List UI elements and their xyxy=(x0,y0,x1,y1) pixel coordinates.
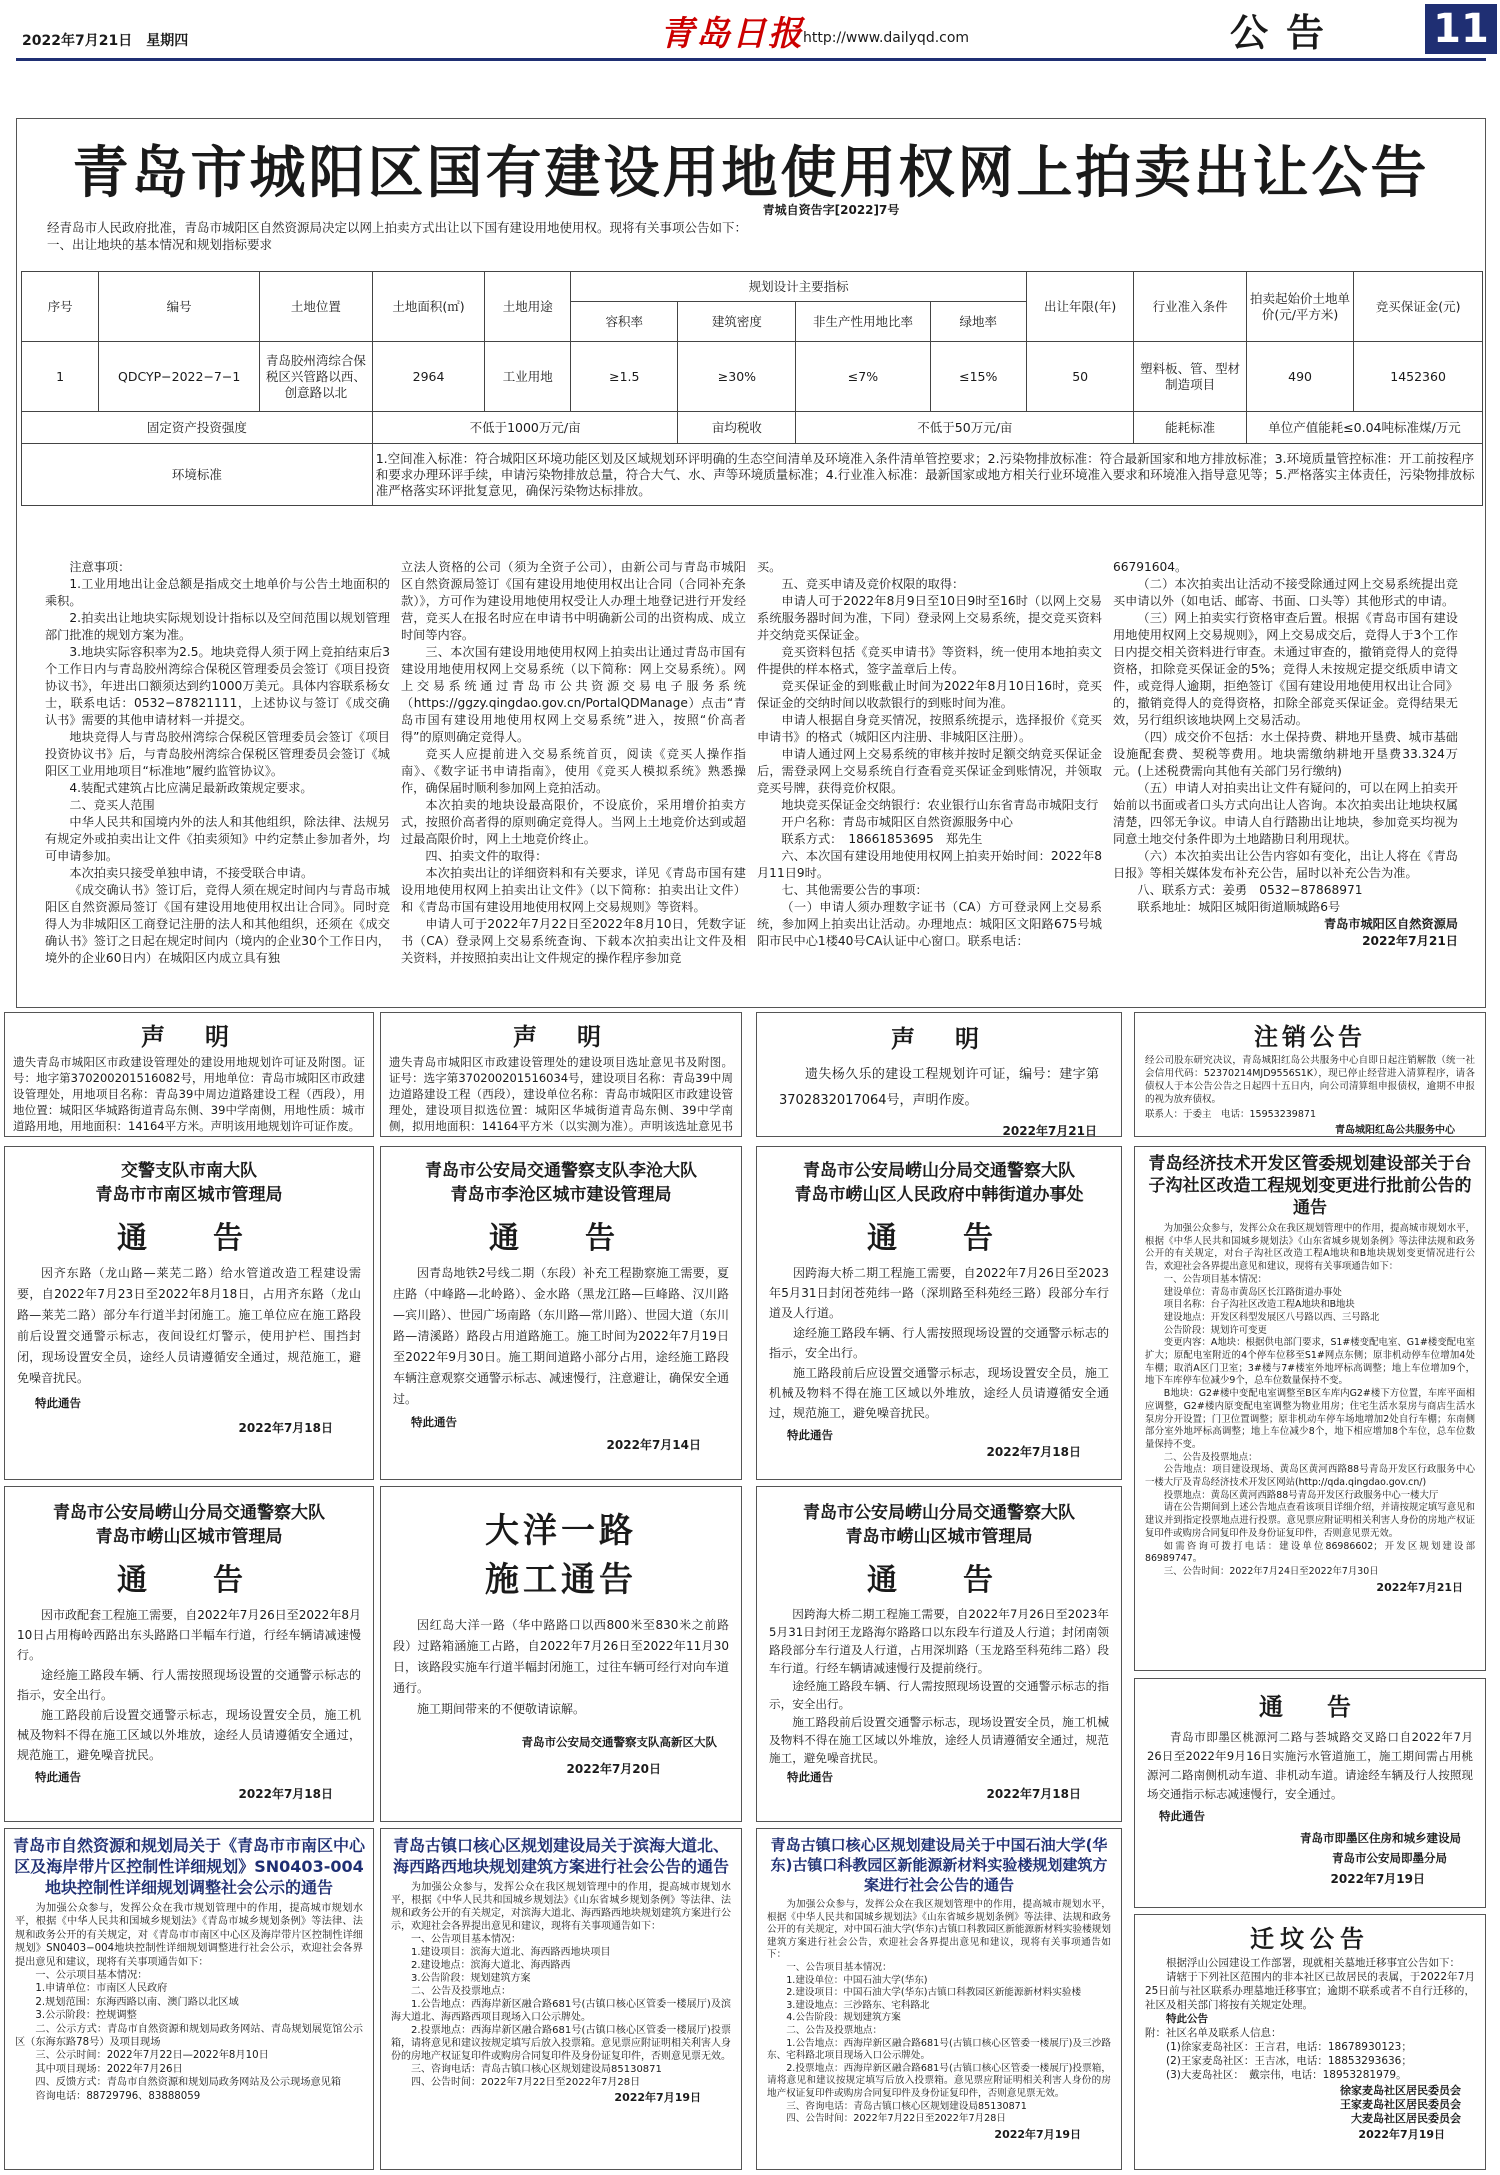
paragraph: 3.地块实际容积率为2.5。地块竞得人须于网上竞拍结束后3个工作日内与青岛胶州湾综合保税区管理委员会签订《项目投资协议书》，年进出口额须达到约1000万美元。具体内容联系杨女士，联系电话：0532−87821111，上述协议与签订《成交确认书》需要的其他申请材料一并提交。 xyxy=(45,645,390,727)
notice-title-line-1: 大洋一路 xyxy=(485,1511,637,1551)
paragraph: 本次拍卖出让的详细资料和有关要求，详见《青岛市国有建设用地使用权网上拍卖出让文件》（以下简称：拍卖出让文件）和《青岛市国有建设用地使用权网上交易规则》等资料。 xyxy=(401,866,746,914)
notice-body: 公告地点：项目建设现场、黄岛区黄河西路88号青岛开发区行政服务中心一楼大厅及青岛经济技术开发区网站(http://qda.qingdao.gov.cn/) xyxy=(1145,1464,1475,1489)
notice-body: 2.投票地点：西海岸新区融合路681号(古镇口核心区管委一楼展厅)投票箱，请将意见和建议按规定填写后放入投票箱。意见票应附证明相关利害人身份的房地产权证复印件或购房合同复印件及身份证复印件，否则意见票无效。 xyxy=(767,2062,1111,2099)
notice-body: 建设地点：开发区科型发展区八号路以西、三号路北 xyxy=(1163,1311,1380,1323)
paragraph: 1.工业用地出让金总额是指成交土地单价与公告土地面积的乘积。 xyxy=(45,577,390,608)
cell-energy-value: 单位产值能耗≤0.04吨标准煤/万元 xyxy=(1246,412,1482,444)
notice-body: 请辖于下列社区范围内的非本社区已故居民的表属，于2022年7月25日前与社区联系办理墓地迁移事宜；逾期不联系或者不自行迁移的，社区及相关部门将按有关规定处理。 xyxy=(1145,1971,1475,2011)
notice-body: 四、公告时间：2022年7月22日至2022年7月28日 xyxy=(786,2113,1006,2125)
notice-body: 途经施工路段车辆、行人需按照现场设置的交通警示标志的指示，安全出行。 xyxy=(769,1326,1109,1360)
notice-date: 2022年7月19日 xyxy=(1358,2128,1445,2141)
notice-title: 青岛古镇口核心区规划建设局关于滨海大道北、海西路西地块规划建筑方案进行社会公告的通告 xyxy=(392,1836,729,1876)
paragraph: （五）申请人对拍卖出让文件有疑问的，可以在网上拍卖开始前以书面或者口头方式向出让人咨询。本次拍卖出让地块权属清楚，四邻无争议。申请人自行踏勘出让地块，参加竞买均视为同意土地交付条件即为土地踏勘日利用现状。 xyxy=(1113,781,1458,846)
notice-signer-2: 王家麦岛社区居民委员会 xyxy=(1340,2098,1461,2111)
notice-declaration-2 xyxy=(380,1012,742,1137)
notice-body: 3.公告阶段：规划建筑方案 xyxy=(411,1973,531,1984)
header-area: 土地面积(㎡) xyxy=(372,272,485,342)
table-row xyxy=(22,342,1483,412)
notice-date: 2022年7月18日 xyxy=(986,1787,1081,1801)
notice-title: 迁坟公告 xyxy=(1250,1925,1370,1953)
cell-use: 工业用地 xyxy=(485,342,571,412)
notice-date: 2022年7月19日 xyxy=(614,2091,701,2104)
cell-seq: 1 xyxy=(22,342,99,412)
notice-body: 1.建设项目：滨海大道北、海西路西地块项目 xyxy=(411,1947,611,1958)
notice-body: 3.公示阶段：控规调整 xyxy=(35,2010,137,2022)
paragraph: 五、竞买申请及竞价权限的取得： xyxy=(781,577,965,591)
notice-body: 二、公告及投票地点： xyxy=(786,2024,883,2036)
paragraph: （四）成交价不包括：水土保持费、耕地开垦费、城市基础设施配套费、契税等费用。地块需缴纳耕地开垦费33.324万元。(上述税费需向其他有关部门另行缴纳) xyxy=(1113,730,1458,778)
notice-date: 2022年7月18日 xyxy=(238,1421,333,1435)
notice-date: 2022年7月19日 xyxy=(1330,1872,1425,1886)
notice-body: 1.公告地点：西海岸新区融合路681号(古镇口核心区管委一楼展厅)及三沙路东、宅科路北项目现场入口公示牌处。 xyxy=(767,2037,1111,2062)
notice-title: 青岛市城阳区国有建设用地使用权网上拍卖出让公告 xyxy=(72,141,1430,206)
paragraph: 三、本次国有建设用地使用权网上拍卖出让通过青岛市国有建设用地使用权网上交易系统（以下简称：网上交易系统）。网上交易系统通过青岛市公共资源交易电子服务系统（https://ggzy.qingdao.gov.cn/PortalQDManage）点击“青岛市国有建设用地使用权网上交易系统”进入，按照“价高者得”的原则确定竞得人。 xyxy=(401,645,746,744)
notice-signer-1: 青岛市即墨区住房和城乡建设局 xyxy=(1300,1831,1461,1845)
paragraph: 《成交确认书》签订后，竞得人须在规定时间内与青岛市城阳区自然资源局签订《国有建设用地使用权出让合同》。同时竞得人为非城阳区工商登记注册的法人和其他组织，还须在《成交确认书》签订之日起在规定时间内（境内的企业30个工作日内，境外的企业60日内）在城阳区内成立具有独 xyxy=(45,883,390,965)
notice-date: 2022年7月19日 xyxy=(994,2127,1081,2141)
notice-body: 一、公示项目基本情况： xyxy=(35,1970,148,1982)
paragraph: 四、拍卖文件的取得： xyxy=(425,849,548,863)
notice-body: 请在公告期间到上述公告地点查看该项目详细介绍，并请按规定填写意见和建议并到指定投票地点进行投票。意见票应附证明相关利害人身份的房地产权证复印件或购房合同复印件及身份证复印件，否则意见票无效。 xyxy=(1145,1502,1475,1539)
header-nonprod: 非生产性用地比率 xyxy=(796,302,930,342)
issue-date: 2022年7月21日 星期四 xyxy=(22,33,189,49)
notice-body: 三、咨询电话：青岛古镇口核心区规划建设局85130871 xyxy=(786,2100,1027,2112)
land-auction-notice xyxy=(16,118,1486,1008)
notice-traffic-laoshan-1 xyxy=(756,1146,1122,1480)
cell-location: 青岛胶州湾综合保税区兴管路以西、创意路以北 xyxy=(260,342,373,412)
notice-body: 三、咨询电话：青岛古镇口核心区规划建设局85130871 xyxy=(411,2064,662,2075)
notice-sign-off: 特此通告 xyxy=(35,1770,81,1784)
notice-body: 四、公告时间：2022年7月22日至2022年7月28日 xyxy=(411,2077,641,2088)
header-location: 土地位置 xyxy=(260,272,373,342)
cell-tax-value: 不低于50万元/亩 xyxy=(796,412,1134,444)
notice-body: 因跨海大桥二期工程施工需要，自2022年7月26日至2023年5月31日封闭苍苑纬一路（深圳路至科苑经三路）段部分车行道及人行道。 xyxy=(769,1266,1109,1320)
notice-grave-relocation xyxy=(1134,1914,1486,2170)
issuer-2: 青岛市李沧区城市建设管理局 xyxy=(450,1185,672,1205)
notice-body: 1.申请单位：市南区人民政府 xyxy=(35,1983,168,1995)
notice-date: 2022年7月14日 xyxy=(606,1438,701,1452)
paragraph: 八、联系方式：姜勇 0532−87868971 xyxy=(1137,883,1363,897)
notice-planning-shinan xyxy=(4,1828,374,2170)
notice-body: 施工期间带来的不便敬请谅解。 xyxy=(417,1702,586,1716)
issuer-1: 青岛市公安局崂山分局交通警察大队 xyxy=(53,1503,325,1523)
section-heading: 一、出让地块的基本情况和规划指标要求 xyxy=(47,237,273,252)
paragraph: 申请人通过网上交易系统的审核并按时足额交纳竞买保证金后，需登录网上交易系统自行查看竞买保证金到账情况，并领取竞买号牌，获得竞价权限。 xyxy=(757,747,1102,795)
notice-body: 施工路段前后设置交通警示标志，现场设置安全员，施工机械及物料不得在施工区域以外堆放，途经人员请遵循安全通过，规范施工，避免噪音扰民。 xyxy=(17,1708,361,1762)
notice-signer xyxy=(5,1136,373,1137)
notice-contact: 联系人：于委主 电话：15953239871 xyxy=(1145,1109,1316,1120)
paragraph: 本次拍卖的地块设最高限价，不设底价，采用增价拍卖方式，按照价高者得的原则确定竞得人。当网上土地竞价达到或超过最高限价时，网上土地竞价终止。 xyxy=(401,798,746,846)
header-planning: 规划设计主要指标 xyxy=(571,272,1027,302)
paragraph: 开户名称：青岛市城阳区自然资源服务中心 xyxy=(781,815,1013,829)
paragraph: 申请人根据自身竞买情况，按照系统提示，选择报价《竞买申请书》的格式（城阳区内注册、非城阳区注册）。 xyxy=(757,713,1102,744)
notice-title: 通 告 xyxy=(489,1221,633,1256)
cell-code: QDCYP−2022−7−1 xyxy=(99,342,260,412)
notice-body: 投票地点：黄岛区黄河西路88号青岛开发区行政服务中心一楼大厅 xyxy=(1163,1489,1439,1501)
notice-signer-3: 大麦岛社区居民委员会 xyxy=(1351,2112,1461,2125)
paragraph: 66791604。 xyxy=(1113,560,1188,574)
notice-title: 青岛市自然资源和规划局关于《青岛市市南区中心区及海岸带片区控制性详细规划》SN0403-004地块控制性详细规划调整社会公示的通告 xyxy=(13,1836,366,1897)
notice-date: 2022年7月21日 xyxy=(1002,1124,1097,1137)
header-seq: 序号 xyxy=(22,272,99,342)
notice-sign-off: 特此通告 xyxy=(1159,1809,1205,1823)
paragraph: 地块竞得人与青岛胶州湾综合保税区管理委员会签订《项目投资协议书》后，与青岛胶州湾综合保税区管理委员会签订《城阳区工业用地项目“标准地”履约监管协议》。 xyxy=(45,730,390,778)
cell-price: 490 xyxy=(1246,342,1353,412)
signer: 青岛市城阳区自然资源局 xyxy=(1323,917,1458,931)
notice-jimo-sewer xyxy=(1134,1678,1486,1908)
notice-body: 青岛市即墨区桃源河二路与荟城路交叉路口自2022年7月26日至2022年9月16日实施污水管道施工，施工期间需占用桃源河二路南侧机动车道、非机动车道。请途经车辆及行人按照现场交通指示标志减速慢行，安全通过。 xyxy=(1147,1730,1473,1801)
notice-dayang-road xyxy=(380,1486,742,1822)
paragraph: 二、竞买人范围 xyxy=(69,798,155,812)
paragraph: （一）申请人须办理数字证书（CA）方可登录网上交易系统，参加网上拍卖出让活动。办理地点：城阳区文阳路675号城阳市民中心1楼40号CA认证中心窗口。联系电话： xyxy=(757,900,1102,948)
paragraph: 联系方式： 18661853695 郑先生 xyxy=(781,832,983,846)
notice-body: 因红岛大洋一路（华中路路口以西800米至830米之前路段）过路箱涵施工占路，自2022年7月26日至2022年11月30日，该路段实施车行道半幅封闭施工，过往车辆可经行对向车道通行。 xyxy=(393,1618,730,1695)
notice-title: 通 告 xyxy=(117,1221,261,1256)
cell-density: ≥30% xyxy=(678,342,796,412)
notice-body: 4.公告阶段：规划建筑方案 xyxy=(786,2012,901,2024)
notice-traffic-laoshan-3 xyxy=(756,1486,1122,1822)
notice-title: 通 告 xyxy=(117,1563,261,1598)
notice-body: 因齐东路（龙山路—莱芜二路）给水管道改造工程建设需要，自2022年7月23日至2022年8月18日，占用齐东路（龙山路—莱芜二路）部分车行道半封闭施工。施工单位应在施工路段前后设置交通警示标志，夜间设红灯警示，使用护栏、围挡封闭，现场设置安全员，途经人员请遵循安全通过，规范施工，避免噪音扰民。 xyxy=(17,1266,361,1385)
text-column-3 xyxy=(757,559,1102,950)
newspaper-logo: 青岛日报 xyxy=(660,14,804,54)
contact-item: (3)大麦岛社区： 戴宗伟，电话：18953281979。 xyxy=(1166,2069,1407,2081)
paragraph: 申请人可于2022年8月9日至10日9时至16时（以网上交易系统服务器时间为准，下同）登录网上交易系统，提交竞买资料并交纳竞买保证金。 xyxy=(757,594,1102,642)
paragraph: 地块竞买保证金交纳银行：农业银行山东省青岛市城阳支行 xyxy=(781,798,1099,812)
header-far: 容积率 xyxy=(571,302,678,342)
text-column-4 xyxy=(1113,559,1458,950)
paragraph: 立法人资格的公司（须为全资子公司），由新公司与青岛市城阳区自然资源局签订《国有建设用地使用权出让合同（合同补充条款）》，方可作为建设用地使用权受让人办理土地登记进行开发经营，竞买人在报名时应在申请书中明确新公司的出资构成、成立时间等内容。 xyxy=(401,560,746,642)
contact-item: (2)王家麦岛社区：王吉冰，电话：18853293636； xyxy=(1166,2055,1412,2067)
notice-body: 为加强公众参与，发挥公众在我区规划管理中的作用，提高城市规划水平，根据《中华人民共和国城乡规划法》《山东省城乡规划条例》等法律、法规和政务公开的有关规定，对中国石油大学(华东)古镇口科教园区新能源新材料实验楼规划建筑方案进行社会公告，欢迎社会各界提出意见和建议，现将有关事项通告如下： xyxy=(767,1899,1111,1961)
website-url[interactable]: http://www.dailyqd.com xyxy=(803,30,970,46)
paragraph: （六）本次拍卖出让公告内容如有变化，出让人将在《青岛日报》等相关媒体发布补充公告，届时以补充公告为准。 xyxy=(1113,849,1458,880)
notice-signer: 青岛市公安局交通警察支队高新区大队 xyxy=(521,1735,717,1749)
notice-body: 二、公告及投票地点： xyxy=(411,1986,511,1997)
header-use: 土地用途 xyxy=(485,272,571,342)
notice-date: 2022年7月20日 xyxy=(566,1762,661,1776)
document-number: 青城自资告字[2022]7号 xyxy=(762,203,900,217)
notice-body: 为加强公众参与，发挥公众在我区规划管理中的作用，提高城市规划水平，根据《中华人民共和国城乡规划法》《山东省城乡规划条例》等法律法规和政务公开的有关规定，对台子沟社区改造工程A地块和B地块规划变更情况进行公告，欢迎社会各界提出意见和建议，现将有关事项通告如下： xyxy=(1145,1223,1475,1273)
notice-body: 其中项目现场：2022年7月26日 xyxy=(35,2063,183,2075)
notice-title: 声 明 xyxy=(891,1025,987,1053)
paragraph: 4.装配式建筑占比应满足最新政策规定要求。 xyxy=(69,781,313,795)
notice-sign-off: 特此通告 xyxy=(35,1396,81,1410)
issuer-2: 青岛市市南区城市管理局 xyxy=(95,1185,283,1205)
paragraph: 申请人可于2022年7月22日至2022年8月10日，凭数字证书（CA）登录网上交易系统查询、下载本次拍卖出让文件及相关资料，并按照拍卖出让文件规定的操作程序参加竞 xyxy=(401,917,746,965)
notice-body: 途经施工路段车辆、行人需按照现场设置的交通警示标志的指示，安全出行。 xyxy=(769,1679,1109,1711)
text-column-1 xyxy=(45,559,390,967)
notice-body: 一、公告项目基本情况： xyxy=(411,1934,521,1945)
notice-body: 根据浮山公园建设工作部署，现就相关墓地迁移事宜公告如下： xyxy=(1166,1957,1460,1969)
cell-tax-label: 亩均税收 xyxy=(678,412,796,444)
notice-title-line-2: 施工通告 xyxy=(485,1560,637,1600)
notice-body: 1.建设单位：中国石油大学(华东) xyxy=(786,1974,928,1986)
header-price: 拍卖起始价土地单价(元/平方米) xyxy=(1246,272,1353,342)
notice-intro: 经青岛市人民政府批准，青岛市城阳区自然资源局决定以网上拍卖方式出让以下国有建设用地使用权。现将有关事项公告如下： xyxy=(47,220,748,235)
notice-body: 遗失杨久乐的建设工程规划许可证，编号：建字第3702832017064号，声明作废。 xyxy=(779,1067,1099,1108)
notice-body: 一、公告项目基本情况： xyxy=(1163,1273,1267,1285)
cell-invest-label: 固定资产投资强度 xyxy=(22,412,373,444)
notice-title: 青岛古镇口核心区规划建设局关于中国石油大学(华东)古镇口科教园区新能源新材料实验楼规划建筑方案进行社会公告的通告 xyxy=(770,1836,1108,1894)
notice-planning-taizigou xyxy=(1134,1146,1486,1671)
header-industry: 行业准入条件 xyxy=(1134,272,1247,342)
notice-body: 2.建设项目：中国石油大学(华东)古镇口科教园区新能源新材料实验楼 xyxy=(786,1987,1082,1999)
notice-body: 变更内容：A地块：根据供电部门要求，S1#楼变配电室、G1#楼变配电室扩大；原配电室附近的4个停车位移至S1#网点东侧；原非机动停车位增加4处车棚；取消A区门卫室；3#楼与7#楼室外地坪标高调整；地上车位增加9个，地下车库停车位减少9个，总车位数量保持不变。 xyxy=(1145,1337,1475,1387)
notice-body: 三、公示时间：2022年7月22日—2022年8月10日 xyxy=(35,2050,269,2062)
paragraph: 买。 xyxy=(757,560,782,574)
notice-title: 注销公告 xyxy=(1254,1023,1366,1051)
notice-sign-off: 特此通告 xyxy=(787,1428,833,1442)
notice-declaration-3 xyxy=(756,1012,1122,1137)
issuer-1: 青岛市公安局崂山分局交通警察大队 xyxy=(803,1503,1075,1523)
notice-body: 2.规划范围：东海西路以南、澳门路以北区域 xyxy=(35,1996,239,2008)
paragraph: （三）网上拍卖实行资格审查后置。根据《青岛市国有建设用地使用权网上交易规则》，网上交易成交后，竞得人于3个工作日内提交相关资料进行审查。未通过审查的，撤销竞得人的竞得资格，扣除竞买保证金的5%；竞得人未按规定提交纸质申请文件，或竞得人逾期，拒绝签订《国有建设用地使用权出让合同》的，撤销竞得人的竞得资格，扣除全部竞买保证金。竞得结果无效，另行组织该地块网上交易活动。 xyxy=(1113,611,1458,727)
notice-title: 声 明 xyxy=(141,1023,237,1051)
paragraph: 2.拍卖出让地块实际规划设计指标以及空间范围以规划管理部门批准的规划方案为准。 xyxy=(45,611,390,642)
notice-body: 附：社区名单及联系人信息： xyxy=(1145,2027,1282,2039)
cell-nonprod: ≤7% xyxy=(796,342,930,412)
notice-traffic-licang xyxy=(380,1146,742,1480)
masthead-rule xyxy=(16,58,1486,61)
notice-sign-off: 特此公告 xyxy=(1166,2013,1208,2025)
notice-body: 建设单位：青岛市黄岛区长江路街道办事处 xyxy=(1163,1286,1342,1298)
notice-body: 遗失青岛市城阳区市政建设管理处的建设项目选址意见书及附图。证号：选字第370200201516034号，建设项目名称：青岛39中周边道路建设工程（西段），建设单位名称：青岛市城阳区市政建设管理处，建设项目拟选位置：城阳区华城街道青岛东侧、39中学南侧，拟用地面积：14164平方米（以实测为准）。声明该选址意见书 xyxy=(389,1055,733,1133)
notice-sign-off: 特此通告 xyxy=(787,1770,833,1784)
header-years: 出让年限(年) xyxy=(1027,272,1134,342)
paragraph: 本次拍卖只接受单独申请，不接受联合申请。 xyxy=(69,866,314,880)
issuer-1: 青岛市公安局崂山分局交通警察大队 xyxy=(803,1161,1075,1181)
section-name: 公告 xyxy=(1230,10,1343,55)
paragraph: 竞买人应提前进入交易系统首页，阅读《竞买人操作指南》、《数字证书申请指南》，使用《竞买人模拟系统》熟悉操作，确保届时顺利参加网上竞拍活动。 xyxy=(401,747,746,795)
cell-env-label: 环境标准 xyxy=(22,444,373,506)
issuer-1: 青岛市公安局交通警察支队李沧大队 xyxy=(425,1161,697,1181)
notice-declaration-1 xyxy=(4,1012,374,1137)
header-green: 绿地率 xyxy=(930,302,1027,342)
notice-body: B地块：G2#楼中变配电室调整至B区车库内G2#楼下方位置，车库平面相应调整，G2#楼内原变配电室调整为物业用房；住宅生活水泵房与商店生活水泵房分开设置；门卫位置调整；原非机动车停车场地增加2处自行车棚；东南侧部分室外地坪标高调整；地上车位减少8个，地下相应增加8个车位，总车位数量保持不变。 xyxy=(1145,1388,1475,1450)
page-number: 11 xyxy=(1425,4,1497,54)
notice-sign-off: 特此通告 xyxy=(411,1415,457,1429)
notice-body: 二、公示方式：青岛市自然资源和规划局政务网站、青岛规划展览馆公示区（东海东路78号）及项目现场 xyxy=(15,2023,363,2049)
issuer-2: 青岛市崂山区城市管理局 xyxy=(845,1527,1033,1547)
paragraph: 竞买资料包括《竞买申请书》等资料，统一使用本地拍卖文件提供的样本格式，签字盖章后上传。 xyxy=(757,645,1102,676)
notice-body: 一、公告项目基本情况： xyxy=(786,1961,892,1973)
notice-title: 通 告 xyxy=(867,1221,1011,1256)
cell-far: ≥1.5 xyxy=(571,342,678,412)
notice-date: 2022年7月21日 xyxy=(1376,1580,1463,1594)
notice-body: 经公司股东研究决议，青岛城阳红岛公共服务中心自即日起注销解散（统一社会信用代码：52370214MJD9556S1K），现已停止经营进入清算程序，请各债权人于本公告公告之日起四十五日内，向公司清算组申报债权，逾期不申报的视为放弃债权。 xyxy=(1145,1055,1475,1105)
text-column-2 xyxy=(401,559,746,967)
masthead xyxy=(0,0,1500,70)
notice-body: 施工路段前后设置交通警示标志，现场设置安全员，施工机械及物料不得在施工区域以外堆放，途经人员请遵循安全通过，规范施工，避免噪音扰民。 xyxy=(769,1715,1109,1765)
notice-body: 二、公告及投票地点： xyxy=(1163,1451,1258,1463)
notice-body: 途经施工路段车辆、行人需按照现场设置的交通警示标志的指示，安全出行。 xyxy=(17,1668,361,1702)
notice-title: 青岛经济技术开发区管委规划建设部关于台子沟社区改造工程规划变更进行批前公告的通告 xyxy=(1148,1154,1472,1218)
paragraph: 联系地址：城阳区城阳街道顺城路6号 xyxy=(1137,900,1341,914)
notice-body: 为加强公众参与，发挥公众在我区规划管理中的作用，提高城市规划水平，根据《中华人民共和国城乡规划法》《山东省城乡规划条例》等法律、法规和政务公开的有关规定，对滨海大道北、海西路西地块规划建筑方案进行公示，欢迎社会各界提出意见和建议，现将有关事项通告如下： xyxy=(391,1882,731,1932)
notice-body: 三、公告时间：2022年7月24日至2022年7月30日 xyxy=(1163,1565,1379,1577)
notice-body: 遗失青岛市城阳区市政建设管理处的建设用地规划许可证及附图。证号：地字第370200201516082号，用地单位：青岛市城阳区市政建设管理处，用地项目名称：青岛39中周边道路建设工程（西段），用地位置：城阳区华城路街道青岛东侧、39中学南侧，用地性质：城市道路用地，用地面积：14164平方米。声明该用地规划许可证作废。 xyxy=(13,1055,365,1133)
paragraph: 中华人民共和国境内外的法人和其他组织，除法律、法规另有规定外或拍卖出让文件《拍卖须知》中约定禁止参加者外，均可申请参加。 xyxy=(45,815,390,863)
notice-planning-upc xyxy=(756,1828,1122,2170)
notice-body: 因青岛地铁2号线二期（东段）补充工程勘察施工需要，夏庄路（中峰路—北岭路）、金水路（黑龙江路—巨峰路、汉川路—宾川路）、世园广场南路（东川路—常川路）、世园大道（东川路—清溪路）路段占用道路施工。施工时间为2022年7月19日至2022年9月30日。施工期间道路小部分占用，途经施工路段车辆注意观察交通警示标志、减速慢行，注意避让，确保安全通过。 xyxy=(393,1266,730,1406)
notice-body: 3.建设地点：三沙路东、宅科路北 xyxy=(786,1999,930,2011)
paragraph: （二）本次拍卖出让活动不接受除通过网上交易系统提出竞买申请以外（如电话、邮寄、书面、口头等）其他形式的申请。 xyxy=(1113,577,1458,608)
land-parcel-table xyxy=(21,271,1483,506)
notice-cancellation xyxy=(1134,1012,1486,1137)
notice-planning-binhai xyxy=(380,1828,742,2170)
notice-body: 因跨海大桥二期工程施工需要，自2022年7月26日至2023年5月31日封闭王龙路海尔路路口以东段车行道及人行道；封闭南领路段部分车行道及人行道，占用深圳路（玉龙路至科苑纬二路）段车行道。行经车辆请减速慢行及提前绕行。 xyxy=(769,1607,1109,1675)
cell-years: 50 xyxy=(1027,342,1134,412)
notice-body: 1.公告地点：西海岸新区融合路681号(古镇口核心区管委一楼展厅)及滨海大道北、海西路西项目现场入口公示牌处。 xyxy=(391,1999,731,2023)
notice-title: 通 告 xyxy=(1259,1693,1361,1721)
notice-body: 如需咨询可拨打电话：建设单位86986602；开发区规划建设部86989747。 xyxy=(1145,1540,1475,1565)
notice-title: 通 告 xyxy=(867,1563,1011,1598)
paragraph: 六、本次国有建设用地使用权网上拍卖开始时间：2022年8月11日9时。 xyxy=(757,849,1102,880)
notice-body: 公告阶段：规划许可变更 xyxy=(1163,1324,1267,1336)
table-row xyxy=(22,444,1483,506)
notice-body: 2.投票地点：西海岸新区融合路681号(古镇口核心区管委一楼展厅)投票箱，请将意见和建议按规定填写后放入投票箱。意见票应附证明相关利害人身份的房地产权证复印件或购房合同复印件及身份证复印件，否则意见票无效。 xyxy=(391,2025,731,2062)
paragraph: 注意事项： xyxy=(69,560,131,574)
notice-date: 2022年7月18日 xyxy=(238,1787,333,1801)
notice-body: 为加强公众参与，发挥公众在我市规划管理中的作用，提高城市规划水平，根据《中华人民共和国城乡规划法》《青岛市城乡规划条例》等法律、法规和政务公开的有关规定，对《青岛市市南区中心区及海岸带片区控制性详细规划》SN0403−004地块控制性详细规划调整进行社会公示，欢迎社会各界提出意见和建议，现将有关事项通告如下： xyxy=(15,1903,363,1968)
contact-item: (1)徐家麦岛社区：王言君，电话：18678930123； xyxy=(1166,2041,1412,2053)
notice-signer: 青岛城阳红岛公共服务中心 xyxy=(1335,1125,1455,1136)
issuer-2: 青岛市崂山区城市管理局 xyxy=(95,1527,283,1547)
notice-title: 声 明 xyxy=(513,1023,609,1051)
issuer-1: 交警支队市南大队 xyxy=(121,1161,257,1181)
notice-body: 2.建设地点：滨海大道北、海西路西 xyxy=(411,1960,571,1971)
notice-body: 因市政配套工程施工需要，自2022年7月26日至2022年8月10日占用梅岭西路出东头路路口半幅车行道，行经车辆请减速慢行。 xyxy=(17,1608,361,1662)
cell-invest-value: 不低于1000万元/亩 xyxy=(372,412,678,444)
header-density: 建筑密度 xyxy=(678,302,796,342)
header-code: 编号 xyxy=(99,272,260,342)
table-row xyxy=(22,412,1483,444)
notice-body: 施工路段前后应设置交通警示标志，现场设置安全员，施工机械及物料不得在施工区域以外堆放，途经人员请遵循安全通过，规范施工，避免噪音扰民。 xyxy=(769,1366,1109,1420)
notice-date xyxy=(1135,1136,1485,1137)
notice-signer-1: 徐家麦岛社区居民委员会 xyxy=(1340,2084,1461,2097)
cell-env-value: 1.空间准入标准：符合城阳区环境功能区划及区域规划环评明确的生态空间清单及环境准入条件清单管控要求；2.污染物排放标准：符合最新国家和地方排放标准；3.环境质量管控标准：开工前按程序和要求办理环评手续，申请污染物排放总量，符合大气、水、声等环境质量标准；4.行业准入标准：最新国家或地方相关行业环境准入要求和环境准入指导意见等；5.严格落实主体责任，污染物排放标准严格落实环评批复意见，确保污染物达标排放。 xyxy=(372,444,1482,506)
cell-area: 2964 xyxy=(372,342,485,412)
notice-body: 四、反馈方式：青岛市自然资源和规划局政务网站及公示现场意见箱 xyxy=(35,2077,342,2089)
notice-traffic-shinan xyxy=(4,1146,374,1480)
header-deposit: 竞买保证金(元) xyxy=(1354,272,1483,342)
issuer-2: 青岛市崂山区人民政府中韩街道办事处 xyxy=(794,1185,1084,1205)
notice-body: 项目名称：台子沟社区改造工程A地块和B地块 xyxy=(1163,1299,1355,1311)
notice-date: 2022年7月18日 xyxy=(986,1445,1081,1459)
paragraph: 竞买保证金的到账截止时间为2022年8月10日16时，竞买保证金的交纳时间以收款银行的到账时间为准。 xyxy=(757,679,1102,710)
cell-energy-label: 能耗标准 xyxy=(1134,412,1247,444)
cell-deposit: 1452360 xyxy=(1354,342,1483,412)
cell-industry: 塑料板、管、型材制造项目 xyxy=(1134,342,1247,412)
notice-body: 咨询电话：88729796、83888059 xyxy=(35,2090,201,2102)
paragraph: 七、其他需要公告的事项： xyxy=(781,883,928,897)
notice-signer-2: 青岛市公安局即墨分局 xyxy=(1332,1851,1447,1865)
cell-green: ≤15% xyxy=(930,342,1027,412)
date: 2022年7月21日 xyxy=(1362,934,1458,948)
notice-traffic-laoshan-2 xyxy=(4,1486,374,1822)
